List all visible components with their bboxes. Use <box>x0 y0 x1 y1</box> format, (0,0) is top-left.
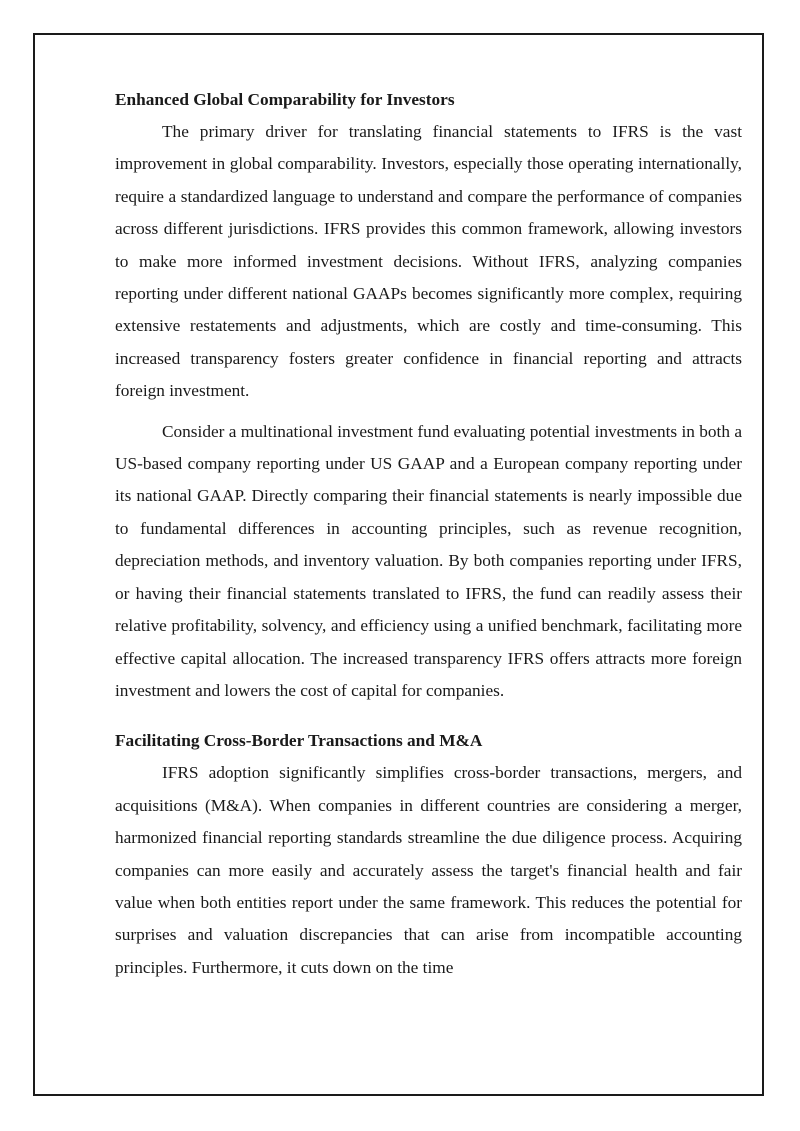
document-body <box>115 84 742 984</box>
paragraph-cross-border-1: IFRS adoption significantly simplifies cross-border transactions, mergers, and acquisitions (M&A). When companies in different countries are considering a merger, harmonized financial reporting standards streamline the due diligence process. Acquiring companies can more easily and accurately assess the target's financial health and fair value when both entities report under the same framework. This reduces the potential for surprises and valuation discrepancies that can arise from incompatible accounting principles. Furthermore, it cuts down on the time <box>115 763 742 977</box>
paragraph-global-comparability-1: The primary driver for translating financial statements to IFRS is the vast improvement in global comparability. Investors, especially those operating internationally, require a standardized language to understand and compare the performance of companies across different jurisdictions. IFRS provides this common framework, allowing investors to make more informed investment decisions. Without IFRS, analyzing companies reporting under different national GAAPs becomes significantly more complex, requiring extensive restatements and adjustments, which are costly and time-consuming. This increased transparency fosters greater confidence in financial reporting and attracts foreign investment. <box>115 122 742 401</box>
section-heading-global-comparability: Enhanced Global Comparability for Investors <box>115 90 455 109</box>
paragraph-global-comparability-2: Consider a multinational investment fund evaluating potential investments in both a US-based company reporting under US GAAP and a European company reporting under its national GAAP. Directly comparing their financial statements is nearly impossible due to fundamental differences in accounting principles, such as revenue recognition, depreciation methods, and inventory valuation. By both companies reporting under IFRS, or having their financial statements translated to IFRS, the fund can readily assess their relative profitability, solvency, and efficiency using a unified benchmark, facilitating more effective capital allocation. The increased transparency IFRS offers attracts more foreign investment and lowers the cost of capital for companies. <box>115 421 742 700</box>
section-heading-cross-border: Facilitating Cross-Border Transactions and M&A <box>115 731 483 751</box>
